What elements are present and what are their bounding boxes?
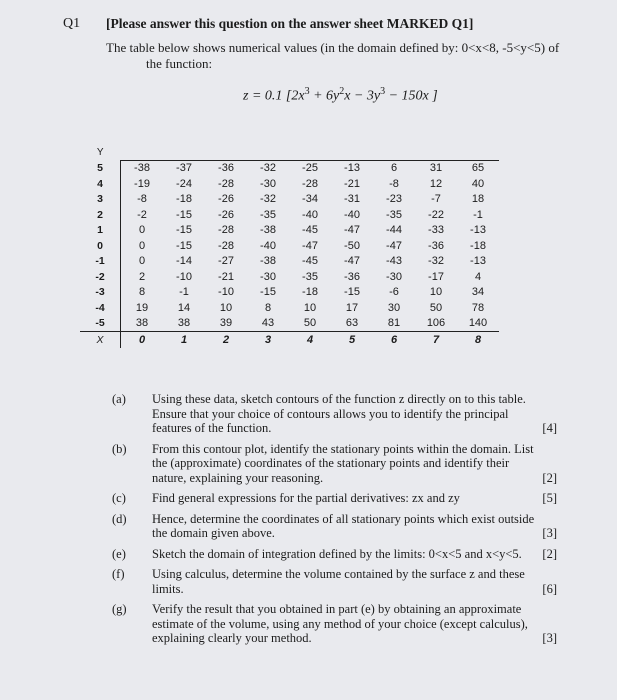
value-cell: 2 xyxy=(121,269,164,285)
value-cell: -35 xyxy=(260,208,276,221)
value-cell: 43 xyxy=(247,316,289,332)
value-cell: -15 xyxy=(344,286,360,299)
value-cell: -43 xyxy=(386,255,402,268)
value-cell: 8 xyxy=(264,301,272,314)
y-label: -2 xyxy=(95,270,105,283)
part-label: (b) xyxy=(112,441,127,456)
table-row xyxy=(80,160,499,176)
value-cell: -30 xyxy=(260,270,276,283)
x-label-row xyxy=(80,332,499,348)
y-label: -5 xyxy=(80,316,121,332)
blank-cell xyxy=(289,144,331,160)
value-cell: -45 xyxy=(302,255,318,268)
value-cell: 0 xyxy=(121,223,164,239)
table-row xyxy=(80,207,499,223)
table-row xyxy=(80,269,499,285)
value-cell: 39 xyxy=(205,316,247,332)
value-cell: -13 xyxy=(470,255,486,268)
value-cell: -8 xyxy=(389,177,399,190)
table-row xyxy=(80,238,499,254)
part-marks: [3] xyxy=(542,526,557,540)
value-cell: -10 xyxy=(218,286,234,299)
x-label: 1 xyxy=(180,333,188,346)
value-cell: 40 xyxy=(471,177,485,190)
blank-cell xyxy=(457,144,499,160)
value-cell: -27 xyxy=(218,255,234,268)
part-label: (c) xyxy=(112,491,126,505)
part-text: Using these data, sketch contours of the function z directly on to this table. Ensure that your choice of contours allows you to identify the principal features of the function. xyxy=(152,392,526,435)
value-cell: 8 xyxy=(121,285,164,301)
value-cell: -15 xyxy=(176,239,192,252)
value-cell: -38 xyxy=(260,224,276,237)
blank-cell xyxy=(163,144,205,160)
value-cell: -36 xyxy=(428,239,444,252)
value-cell: -50 xyxy=(344,239,360,252)
table-row xyxy=(80,223,499,239)
value-cell: 63 xyxy=(331,316,373,332)
value-cell: -15 xyxy=(176,224,192,237)
value-cell: 65 xyxy=(457,160,499,176)
value-cell: 81 xyxy=(373,316,415,332)
value-cell: 6 xyxy=(373,160,415,176)
value-cell: -2 xyxy=(121,207,164,223)
value-cell: -28 xyxy=(302,177,318,190)
part-label: (d) xyxy=(112,511,127,526)
table-row xyxy=(80,192,499,208)
value-cell: 17 xyxy=(345,301,359,314)
value-cell: -17 xyxy=(428,270,444,283)
value-cell: 30 xyxy=(387,301,401,314)
question-intro xyxy=(106,40,576,72)
y-label: 4 xyxy=(97,177,103,190)
formula-lhs: z = 0.1 [2x xyxy=(243,88,305,104)
value-cell: -24 xyxy=(176,177,192,190)
y-label: 5 xyxy=(97,162,103,174)
value-cell: -19 xyxy=(121,176,164,192)
value-cell: -26 xyxy=(218,208,234,221)
part-label: (a) xyxy=(112,392,126,406)
value-cell: 34 xyxy=(471,286,485,299)
x-label: 7 xyxy=(432,333,440,346)
value-cell: -35 xyxy=(302,270,318,283)
value-cell: 50 xyxy=(289,316,331,332)
x-label: 5 xyxy=(348,333,356,346)
y-title-row xyxy=(80,144,499,160)
value-cell: -10 xyxy=(176,270,192,283)
value-cell: 78 xyxy=(471,301,485,314)
part-text: Verify the result that you obtained in part (e) by obtaining an approximate estimate of the volume, using any method of your choice (except calculus), explaining clearly your method. xyxy=(152,602,528,645)
value-cell: 10 xyxy=(429,286,443,299)
part-marks: [2] xyxy=(542,546,557,561)
part-marks: [2] xyxy=(542,470,557,485)
value-cell: 106 xyxy=(415,316,457,332)
part-marks: [4] xyxy=(542,421,557,435)
y-label: 3 xyxy=(97,193,103,206)
question-part xyxy=(112,491,557,506)
blank-cell xyxy=(331,144,373,160)
value-cell: -25 xyxy=(289,160,331,176)
blank-cell xyxy=(247,144,289,160)
function-formula xyxy=(243,86,438,105)
value-cell: -40 xyxy=(260,239,276,252)
question-number: Q1 xyxy=(63,16,81,31)
value-cell: -28 xyxy=(218,239,234,252)
value-cell: -21 xyxy=(218,270,234,283)
value-cell: -28 xyxy=(218,224,234,237)
value-cell: -13 xyxy=(331,160,373,176)
value-cell: -15 xyxy=(260,286,276,299)
table-row xyxy=(80,300,499,316)
x-label: 3 xyxy=(264,333,272,346)
x-label: 8 xyxy=(474,333,482,346)
value-cell: -34 xyxy=(302,193,318,206)
x-label: 0 xyxy=(121,332,164,348)
formula-tail: − 150x ] xyxy=(385,88,438,104)
question-parts xyxy=(112,392,557,652)
value-cell: -45 xyxy=(302,224,318,237)
value-cell: -21 xyxy=(344,177,360,190)
intro-line-2: the function: xyxy=(146,56,213,71)
blank-cell xyxy=(415,144,457,160)
value-cell: 10 xyxy=(219,301,233,314)
part-label: (f) xyxy=(112,567,125,581)
formula-exp-3: 3 xyxy=(380,86,386,97)
x-label: 6 xyxy=(390,333,398,346)
value-cell: -38 xyxy=(121,160,164,176)
value-cell: 19 xyxy=(121,300,164,316)
value-cell: -37 xyxy=(163,160,205,176)
value-cell: -47 xyxy=(344,255,360,268)
value-cell: -36 xyxy=(205,160,247,176)
y-label: 2 xyxy=(97,208,103,221)
value-cell: -14 xyxy=(176,255,192,268)
value-cell: -23 xyxy=(386,193,402,206)
value-cell: -7 xyxy=(431,193,441,206)
value-cell: -18 xyxy=(176,193,192,206)
value-cell: -30 xyxy=(260,177,276,190)
value-cell: -18 xyxy=(302,286,318,299)
blank-cell xyxy=(121,144,164,160)
value-cell: -15 xyxy=(176,208,192,221)
y-label: -1 xyxy=(95,255,105,268)
formula-exp-2: 2 xyxy=(339,86,345,97)
value-cell: -47 xyxy=(386,239,402,252)
value-cell: -47 xyxy=(302,239,318,252)
value-cell: -44 xyxy=(386,224,402,237)
value-cell: -13 xyxy=(470,224,486,237)
value-cell: 31 xyxy=(415,160,457,176)
value-cell: -1 xyxy=(179,286,189,299)
value-cell: 38 xyxy=(163,316,205,332)
value-cell: -40 xyxy=(302,208,318,221)
part-text: Sketch the domain of integration defined by the limits: 0<x<5 and x<y<5. xyxy=(152,546,522,561)
value-cell: -32 xyxy=(260,193,276,206)
blank-cell xyxy=(373,144,415,160)
value-cell: -22 xyxy=(428,208,444,221)
formula-mid-2: x − 3y xyxy=(344,88,381,104)
intro-line-1: The table below shows numerical values (in the domain defined by: 0<x<8, -5<y<5) of xyxy=(106,40,560,55)
table-row xyxy=(80,316,499,332)
value-cell: 0 xyxy=(121,254,164,270)
value-cell: -30 xyxy=(386,270,402,283)
value-cell: 10 xyxy=(303,301,317,314)
value-cell: 140 xyxy=(457,316,499,332)
y-label: 1 xyxy=(97,224,103,237)
question-part xyxy=(112,442,557,486)
y-label: 0 xyxy=(97,239,103,252)
value-cell: -32 xyxy=(428,255,444,268)
value-cell: 14 xyxy=(177,301,191,314)
value-cell: -26 xyxy=(218,193,234,206)
value-cell: -6 xyxy=(389,286,399,299)
value-cell: -47 xyxy=(344,224,360,237)
question-part xyxy=(112,512,557,541)
value-cell: -35 xyxy=(386,208,402,221)
y-label: -4 xyxy=(95,301,105,314)
part-marks: [5] xyxy=(542,491,557,505)
part-text: Find general expressions for the partial derivatives: zx and zy xyxy=(152,491,460,505)
question-part xyxy=(112,602,557,646)
value-cell: 50 xyxy=(429,301,443,314)
part-label: (g) xyxy=(112,602,127,616)
value-cell: 12 xyxy=(429,177,443,190)
y-label: -3 xyxy=(95,286,105,299)
question-title: [Please answer this question on the answer sheet MARKED Q1] xyxy=(106,16,474,31)
value-cell: -18 xyxy=(470,239,486,252)
value-cell: 4 xyxy=(474,270,482,283)
x-axis-title: X xyxy=(96,333,104,346)
formula-mid-1: + 6y xyxy=(309,88,340,104)
formula-exp-1: 3 xyxy=(304,86,310,97)
question-part xyxy=(112,547,557,562)
question-part xyxy=(112,392,557,436)
x-label: 4 xyxy=(306,333,314,346)
question-part xyxy=(112,567,557,596)
value-cell: -31 xyxy=(344,193,360,206)
table-row xyxy=(80,176,499,192)
value-cell: -40 xyxy=(344,208,360,221)
value-cell: -32 xyxy=(247,160,289,176)
part-marks: [6] xyxy=(542,581,557,596)
part-marks: [3] xyxy=(542,631,557,645)
values-table xyxy=(80,144,499,348)
value-cell: -1 xyxy=(473,208,483,221)
part-text: From this contour plot, identify the stationary points within the domain. List the (approximate) coordinates of the stationary points and identify their nature, explaining your reasoning. xyxy=(152,441,534,485)
value-cell: -38 xyxy=(260,255,276,268)
value-cell: 0 xyxy=(121,238,164,254)
value-cell: -28 xyxy=(218,177,234,190)
y-axis-title: Y xyxy=(96,146,104,158)
value-cell: 38 xyxy=(121,316,164,332)
value-cell: 18 xyxy=(471,193,485,206)
part-text: Using calculus, determine the volume contained by the surface z and these limits. xyxy=(152,567,525,596)
part-text: Hence, determine the coordinates of all stationary points which exist outside the domain given above. xyxy=(152,511,535,540)
value-cell: -33 xyxy=(428,224,444,237)
value-cell: -36 xyxy=(344,270,360,283)
table-row xyxy=(80,285,499,301)
table-row xyxy=(80,254,499,270)
part-label: (e) xyxy=(112,546,126,561)
value-cell: -8 xyxy=(121,192,164,208)
x-label: 2 xyxy=(222,333,230,346)
blank-cell xyxy=(205,144,247,160)
